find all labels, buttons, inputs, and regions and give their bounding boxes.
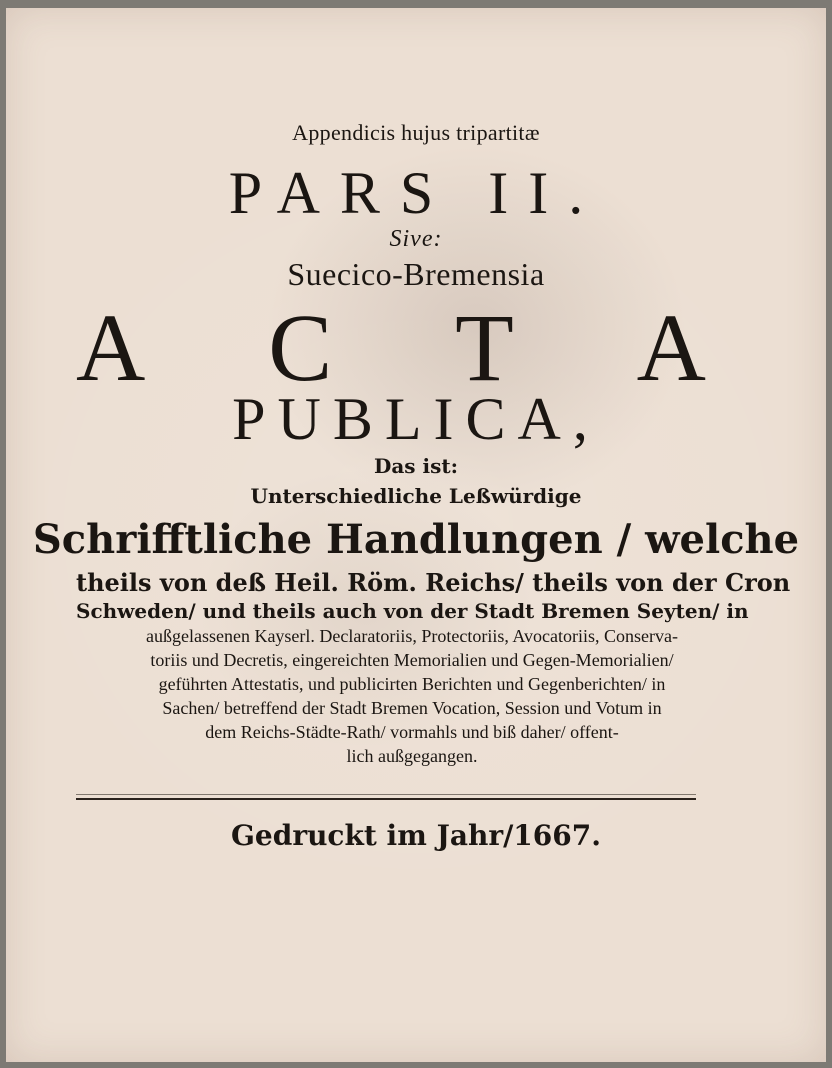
body-line: geführten Attestatis, und publicirten Berichten und Gegenberichten/ in xyxy=(158,674,666,694)
divider-rule-top xyxy=(76,794,696,795)
acta-letter-3: T xyxy=(455,294,514,401)
body-line: Schweden/ und theils auch von der Stadt Bremen Seyten/ in xyxy=(76,599,749,623)
suecico-bremensia-line: Suecico-Bremensia xyxy=(287,256,545,292)
acta-heading xyxy=(6,294,826,401)
divider-rule xyxy=(76,798,696,800)
body-line: lich außgegangen. xyxy=(346,746,478,766)
publica-heading: PUBLICA, xyxy=(232,386,600,452)
acta-letter-2: C xyxy=(268,294,333,401)
body-line: theils von deß Heil. Röm. Reichs/ theils von der Cron xyxy=(76,568,791,597)
body-text xyxy=(76,568,791,768)
acta-letter-4: A xyxy=(636,294,706,401)
unterschiedliche-line: Unterschiedliche Leßwürdige xyxy=(250,484,582,508)
imprint-line: Gedruckt im Jahr/1667. xyxy=(231,819,601,852)
schrifftliche-handlungen-line: Schrifftliche Handlungen / welche xyxy=(32,516,800,563)
pars-heading: PARS II. xyxy=(228,160,604,226)
body-line: außgelassenen Kayserl. Declaratoriis, Protectoriis, Avocatoriis, Conserva- xyxy=(145,626,678,646)
body-line: toriis und Decretis, eingereichten Memorialien und Gegen-Memorialien/ xyxy=(150,650,674,670)
body-line: dem Reichs-Städte-Rath/ vormahls und biß daher/ offent- xyxy=(205,722,619,742)
title-page xyxy=(6,8,826,1062)
das-ist-line: Das ist: xyxy=(373,454,458,478)
acta-letter-1: A xyxy=(76,294,146,401)
body-line: Sachen/ betreffend der Stadt Bremen Vocation, Session und Votum in xyxy=(162,698,662,718)
appendicis-line: Appendicis hujus tripartitæ xyxy=(292,120,540,145)
sive-line: Sive: xyxy=(389,226,443,252)
